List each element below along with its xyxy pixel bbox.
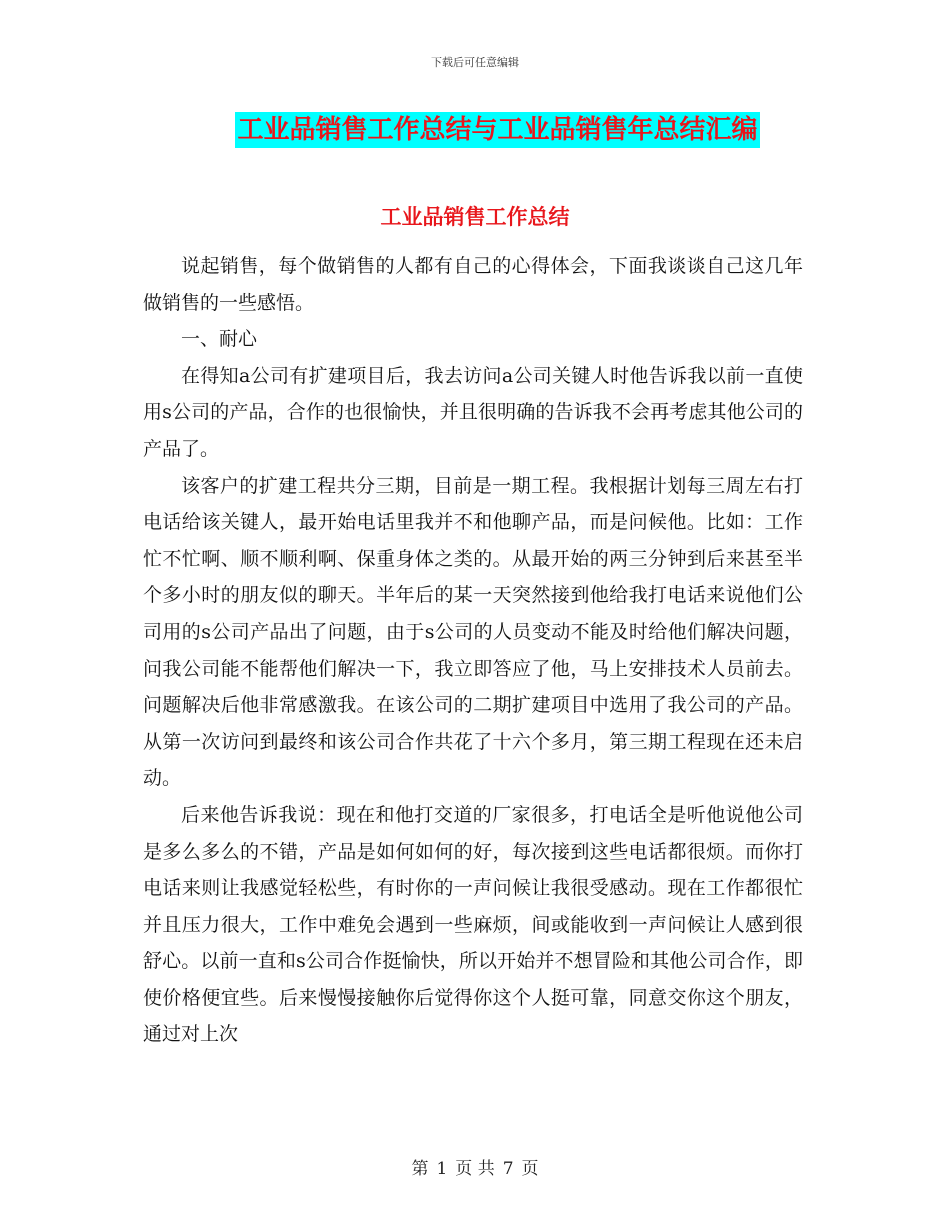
page-footer <box>0 1154 950 1179</box>
document-body <box>143 248 803 1053</box>
footer-prefix: 第 <box>411 1159 429 1179</box>
footer-total-pages: 7 <box>502 1159 514 1179</box>
footer-middle: 页 共 <box>455 1159 495 1179</box>
paragraph: 在得知a公司有扩建项目后，我去访问a公司关键人时他告诉我以前一直使用s公司的产品，合作的也很愉快，并且很明确的告诉我不会再考虑其他公司的产品了。 <box>143 364 803 460</box>
paragraph-heading: 一、耐心 <box>181 328 258 351</box>
header-note: 下载后可任意编辑 <box>431 56 519 69</box>
footer-page-number: 1 <box>436 1159 448 1179</box>
document-title-wrap <box>0 112 950 148</box>
paragraph: 该客户的扩建工程共分三期，目前是一期工程。我根据计划每三周左右打电话给该关键人，最开始电话里我并不和他聊产品，而是问候他。比如：工作忙不忙啊、顺不顺利啊、保重身体之类的。从最开始的两三分钟到后来甚至半个多小时的朋友似的聊天。半年后的某一天突然接到他给我打电话来说他们公司用的s公司产品出了问题，由于s公司的人员变动不能及时给他们解决问题，问我公司能不能帮他们解决一下，我立即答应了他，马上安排技术人员前去。问题解决后他非常感激我。在该公司的二期扩建项目中选用了我公司的产品。从第一次访问到最终和该公司合作共花了十六个多月，第三期工程现在还未启动。 <box>143 474 803 790</box>
paragraph: 后来他告诉我说：现在和他打交道的厂家很多，打电话全是听他说他公司是多么多么的不错，产品是如何如何的好，每次接到这些电话都很烦。而你打电话来则让我感觉轻松些，有时你的一声问候让我很受感动。现在工作都很忙并且压力很大，工作中难免会遇到一些麻烦，间或能收到一声问候让人感到很舒心。以前一直和s公司合作挺愉快，所以开始并不想冒险和其他公司合作，即使价格便宜些。后来慢慢接触你后觉得你这个人挺可靠，同意交你这个朋友，通过对上次 <box>143 803 803 1046</box>
section-title: 工业品销售工作总结 <box>380 205 570 229</box>
document-title: 工业品销售工作总结与工业品销售年总结汇编 <box>235 112 759 148</box>
footer-suffix: 页 <box>521 1159 539 1179</box>
paragraph: 说起销售，每个做销售的人都有自己的心得体会，下面我谈谈自己这几年做销售的一些感悟。 <box>143 255 803 314</box>
